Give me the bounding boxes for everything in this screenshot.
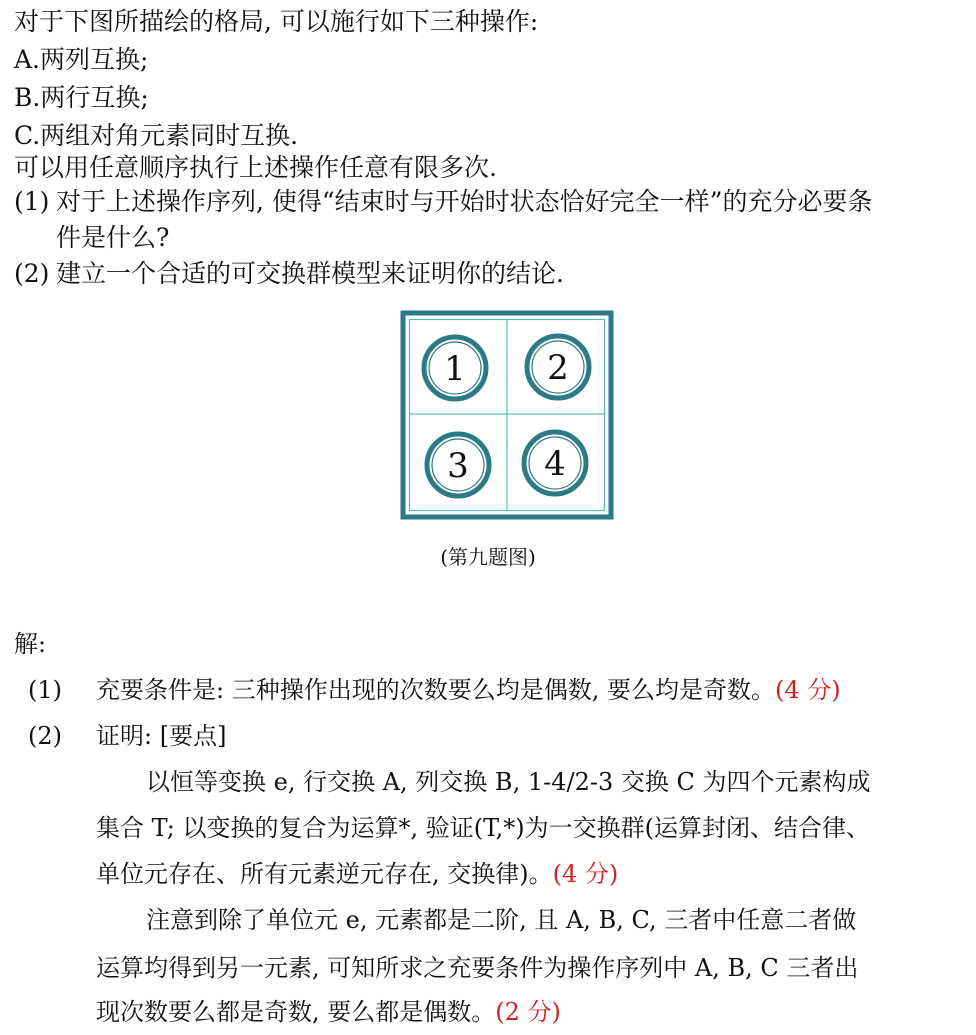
proof-paragraph-2-line-1: 注意到除了单位元 e, 元素都是二阶, 且 A, B, C, 三者中任意二者做: [146, 906, 857, 934]
question-1-number: (1): [14, 187, 50, 216]
question-2-text: 建立一个合适的可交换群模型来证明你的结论.: [56, 259, 564, 288]
cell-label-1: 1: [444, 349, 466, 389]
operation-a: A.两列互换;: [14, 45, 149, 74]
repeat-note: 可以用任意顺序执行上述操作任意有限多次.: [14, 153, 497, 182]
cell-circle-3: [427, 434, 489, 496]
proof-paragraph-1-line-3: [96, 856, 618, 892]
answer-2: [28, 718, 227, 754]
proof-paragraph-2-line-3-text: 现次数要么都是奇数, 要么都是偶数。: [96, 998, 496, 1026]
question-1: [14, 184, 873, 220]
proof-paragraph-2-line-2: 运算均得到另一元素, 可知所求之充要条件为操作序列中 A, B, C 三者出: [96, 954, 859, 982]
problem-intro: 对于下图所描绘的格局, 可以施行如下三种操作:: [14, 7, 539, 36]
proof-paragraph-2-score: (2 分): [495, 998, 561, 1026]
proof-paragraph-1-line-3-text: 单位元存在、所有元素逆元存在, 交换律)。: [96, 860, 553, 888]
operation-c: C.两组对角元素同时互换.: [14, 121, 299, 150]
cell-label-2: 2: [547, 348, 569, 388]
answer-1-body: [96, 672, 841, 708]
proof-paragraph-1-score: (4 分): [552, 860, 619, 888]
cell-circle-1: [424, 337, 486, 399]
proof-paragraph-1-line-2: 集合 T; 以变换的复合为运算*, 验证(T,*)为一交换群(运算封闭、结合律、: [96, 814, 870, 842]
operation-b: B.两行互换;: [14, 83, 149, 112]
solution-label: 解:: [14, 630, 47, 658]
question-2: [14, 256, 564, 292]
answer-2-number: (2): [28, 722, 62, 750]
cell-circle-4: [524, 432, 586, 494]
grid-figure: [400, 310, 614, 520]
answer-2-heading: 证明: [要点]: [96, 722, 227, 750]
figure-caption: (第九题图): [440, 545, 536, 569]
cell-label-3: 3: [447, 446, 469, 486]
proof-paragraph-1-line-1: 以恒等变换 e, 行交换 A, 列交换 B, 1-4/2-3 交换 C 为四个元素构成: [146, 768, 871, 796]
cell-label-4: 4: [544, 444, 566, 484]
question-2-number: (2): [14, 259, 50, 288]
proof-paragraph-2-line-3: [96, 994, 561, 1030]
answer-1-text: 充要条件是: 三种操作出现的次数要么均是偶数, 要么均是奇数。: [96, 676, 775, 704]
question-1-text-line-2: 件是什么?: [56, 223, 170, 252]
cell-circle-2: [527, 336, 589, 398]
question-1-text-line-1: 对于上述操作序列, 使得“结束时与开始时状态恰好完全一样”的充分必要条: [56, 187, 873, 216]
answer-1: [28, 672, 841, 708]
answer-1-number: (1): [28, 676, 62, 704]
answer-1-score: (4 分): [774, 676, 841, 704]
